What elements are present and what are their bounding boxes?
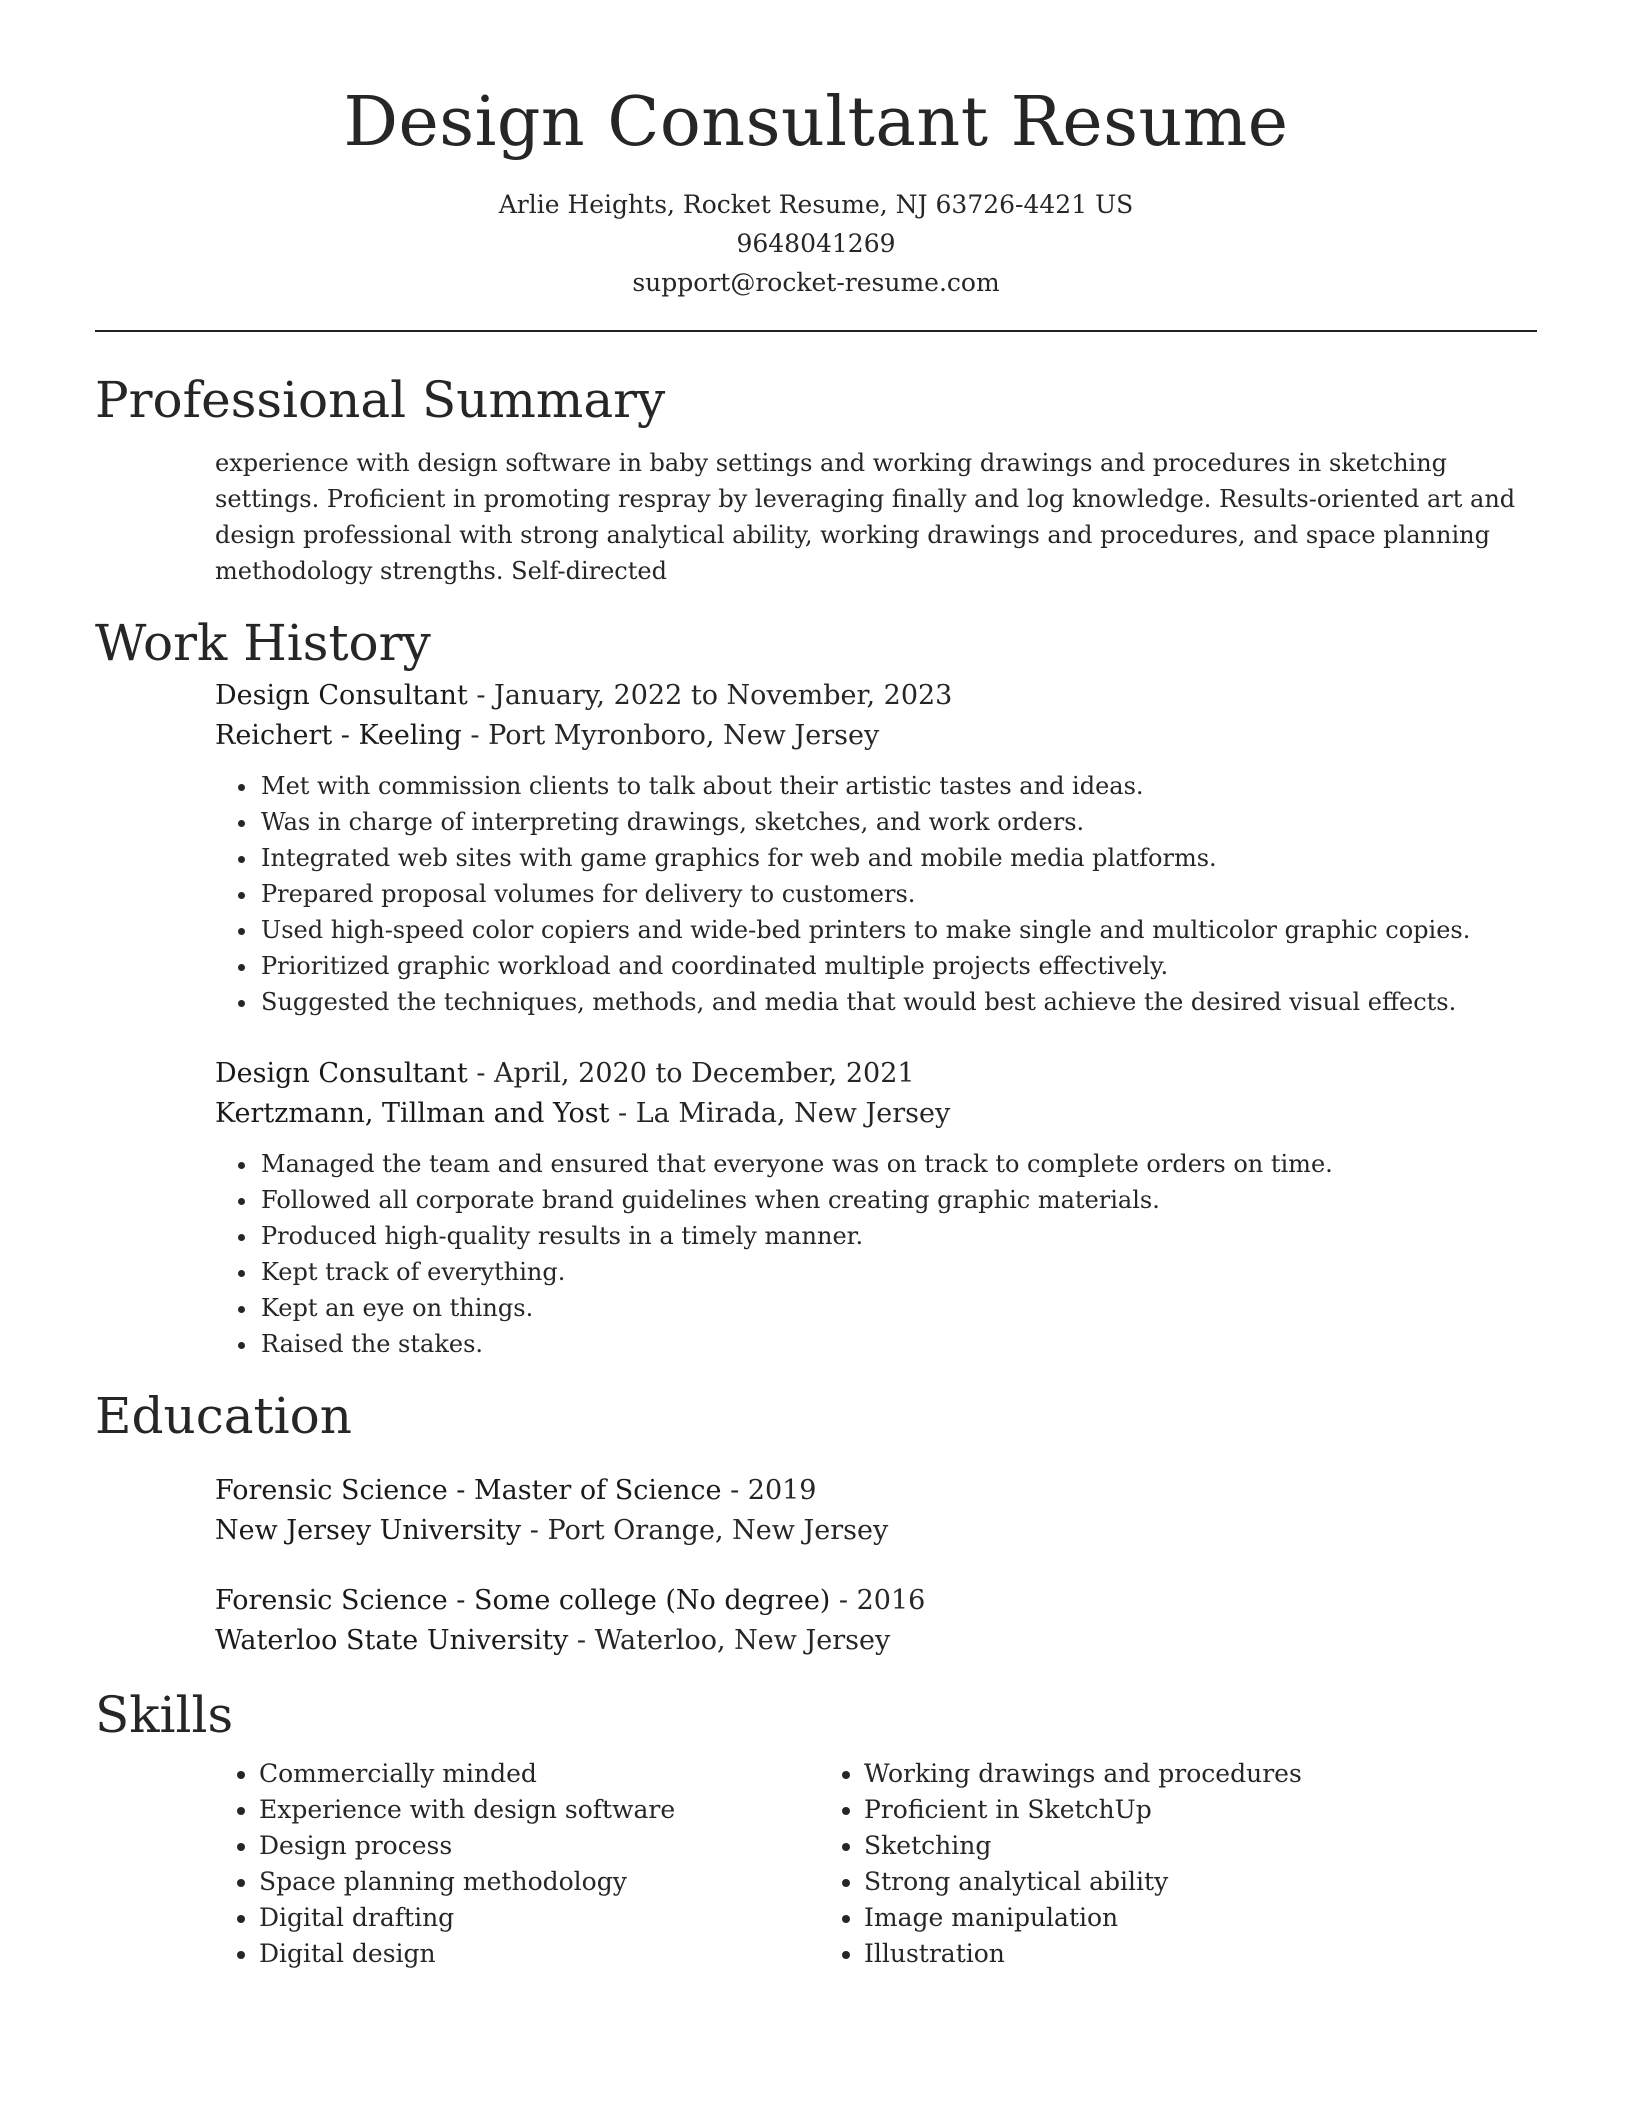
list-item: • Used high-speed color copiers and wide-bed printers to make single and multicolor graphic copies. bbox=[259, 912, 1537, 948]
work-history-heading: Work History bbox=[95, 614, 431, 672]
header-divider bbox=[95, 330, 1537, 332]
education-entry bbox=[215, 1471, 1537, 1551]
school-location: - Waterloo, New Jersey bbox=[568, 1625, 891, 1656]
list-item: • Met with commission clients to talk about their artistic tastes and ideas. bbox=[259, 768, 1537, 804]
list-item: • Image manipulation bbox=[864, 1900, 1425, 1936]
job-entry bbox=[215, 1054, 1537, 1362]
job-title-line bbox=[215, 676, 1537, 716]
school-line bbox=[215, 1511, 1537, 1551]
contact-info bbox=[95, 185, 1537, 302]
summary-section bbox=[95, 368, 1537, 589]
education-heading: Education bbox=[95, 1387, 352, 1445]
job-company: Reichert - Keeling bbox=[215, 720, 462, 751]
degree: - Master of Science bbox=[447, 1475, 722, 1506]
skills-columns bbox=[215, 1756, 1537, 1972]
school-location: - Port Orange, New Jersey bbox=[521, 1515, 889, 1546]
job-dates: - April, 2020 to December, 2021 bbox=[467, 1058, 915, 1089]
resume-header bbox=[95, 0, 1537, 302]
job-title-line bbox=[215, 1054, 1537, 1094]
job-company-line bbox=[215, 716, 1537, 756]
degree-line bbox=[215, 1471, 1537, 1511]
school-name: New Jersey University bbox=[215, 1515, 522, 1546]
phone: 9648041269 bbox=[736, 229, 896, 258]
list-item: • Raised the stakes. bbox=[259, 1326, 1537, 1362]
graduation-year: - 2016 bbox=[830, 1585, 926, 1616]
skills-section bbox=[95, 1683, 1537, 1972]
list-item: • Followed all corporate brand guidelines when creating graphic materials. bbox=[259, 1182, 1537, 1218]
job-company-line bbox=[215, 1094, 1537, 1134]
degree: - Some college (No degree) bbox=[447, 1585, 831, 1616]
list-item: • Commercially minded bbox=[259, 1756, 820, 1792]
job-duties bbox=[215, 1146, 1537, 1362]
skills-heading: Skills bbox=[95, 1686, 234, 1744]
list-item: • Suggested the techniques, methods, and media that would best achieve the desired visual effects. bbox=[259, 984, 1537, 1020]
list-item: • Experience with design software bbox=[259, 1792, 820, 1828]
list-item: • Digital design bbox=[259, 1936, 820, 1972]
job-title: Design Consultant bbox=[215, 1058, 468, 1089]
list-item: • Sketching bbox=[864, 1828, 1425, 1864]
work-history-section bbox=[95, 611, 1537, 1362]
job-location: - La Mirada, New Jersey bbox=[609, 1098, 951, 1129]
job-entry bbox=[215, 676, 1537, 1020]
list-item: • Prioritized graphic workload and coordinated multiple projects effectively. bbox=[259, 948, 1537, 984]
list-item: • Proficient in SketchUp bbox=[864, 1792, 1425, 1828]
field-of-study: Forensic Science bbox=[215, 1475, 448, 1506]
degree-line bbox=[215, 1581, 1537, 1621]
list-item: • Managed the team and ensured that everyone was on track to complete orders on time. bbox=[259, 1146, 1537, 1182]
list-item: • Integrated web sites with game graphics for web and mobile media platforms. bbox=[259, 840, 1537, 876]
list-item: • Produced high-quality results in a timely manner. bbox=[259, 1218, 1537, 1254]
list-item: • Working drawings and procedures bbox=[864, 1756, 1425, 1792]
summary-text: experience with design software in baby settings and working drawings and procedures in sketching settings. Proficient in promoting respray by leveraging finally and log knowledge. Results-oriented art and design professional with strong analytical ability, working drawings and procedures, and space planning methodology strengths. Self-directed bbox=[215, 449, 1516, 585]
email: support@rocket-resume.com bbox=[632, 268, 1000, 297]
resume-title: Design Consultant Resume bbox=[343, 83, 1289, 162]
school-line bbox=[215, 1621, 1537, 1661]
list-item: • Was in charge of interpreting drawings, sketches, and work orders. bbox=[259, 804, 1537, 840]
job-title: Design Consultant bbox=[215, 680, 468, 711]
skills-list-left bbox=[215, 1756, 820, 1972]
list-item: • Kept an eye on things. bbox=[259, 1290, 1537, 1326]
job-company: Kertzmann, Tillman and Yost bbox=[215, 1098, 610, 1129]
list-item: • Design process bbox=[259, 1828, 820, 1864]
education-section bbox=[95, 1384, 1537, 1661]
job-duties bbox=[215, 768, 1537, 1020]
list-item: • Kept track of everything. bbox=[259, 1254, 1537, 1290]
school-name: Waterloo State University bbox=[215, 1625, 569, 1656]
education-entry bbox=[215, 1581, 1537, 1661]
address: Arlie Heights, Rocket Resume, NJ 63726-4421 US bbox=[498, 190, 1134, 219]
list-item: • Illustration bbox=[864, 1936, 1425, 1972]
job-dates: - January, 2022 to November, 2023 bbox=[467, 680, 953, 711]
summary-heading: Professional Summary bbox=[95, 371, 666, 429]
job-location: - Port Myronboro, New Jersey bbox=[461, 720, 880, 751]
graduation-year: - 2019 bbox=[721, 1475, 817, 1506]
skills-list-right bbox=[820, 1756, 1425, 1972]
list-item: • Strong analytical ability bbox=[864, 1864, 1425, 1900]
list-item: • Digital drafting bbox=[259, 1900, 820, 1936]
list-item: • Space planning methodology bbox=[259, 1864, 820, 1900]
field-of-study: Forensic Science bbox=[215, 1585, 448, 1616]
list-item: • Prepared proposal volumes for delivery to customers. bbox=[259, 876, 1537, 912]
